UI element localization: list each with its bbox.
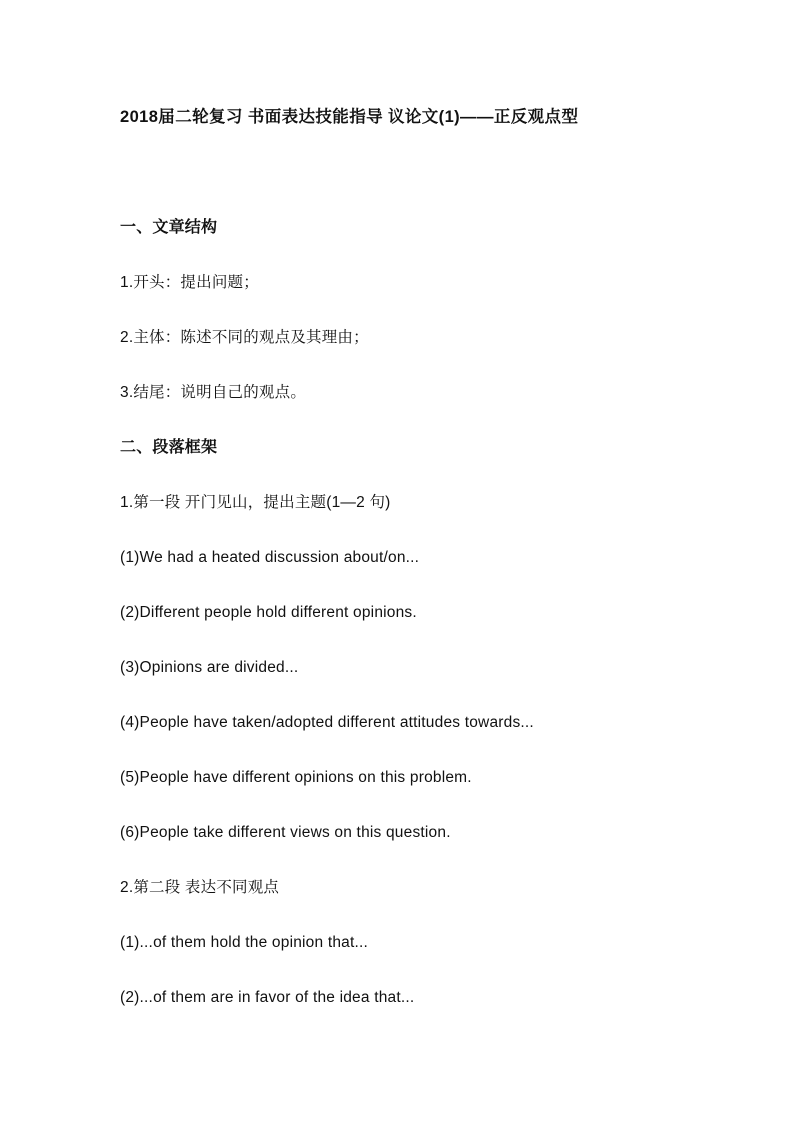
phrase-item: (2)Different people hold different opinions. [120,604,417,621]
phrase-item: (2)...of them are in favor of the idea that... [120,989,415,1006]
structure-item: 2.主体：陈述不同的观点及其理由； [120,329,369,346]
structure-item: 3.结尾：说明自己的观点。 [120,384,307,401]
phrase-item: (6)People take different views on this question. [120,824,451,841]
phrase-item: (4)People have taken/adopted different attitudes towards... [120,714,534,731]
phrase-item: (5)People have different opinions on this problem. [120,769,472,786]
paragraph-heading: 1.第一段 开门见山，提出主题(1—2 句) [120,494,391,511]
section-heading-framework: 二、段落框架 [120,439,218,456]
page-title: 2018届二轮复习 书面表达技能指导 议论文(1)——正反观点型 [120,108,579,126]
section-heading-structure: 一、文章结构 [120,219,218,236]
phrase-item: (1)...of them hold the opinion that... [120,934,368,951]
paragraph-heading: 2.第二段 表达不同观点 [120,879,280,896]
phrase-item: (3)Opinions are divided... [120,659,299,676]
phrase-item: (1)We had a heated discussion about/on... [120,549,420,566]
structure-item: 1.开头：提出问题； [120,274,259,291]
